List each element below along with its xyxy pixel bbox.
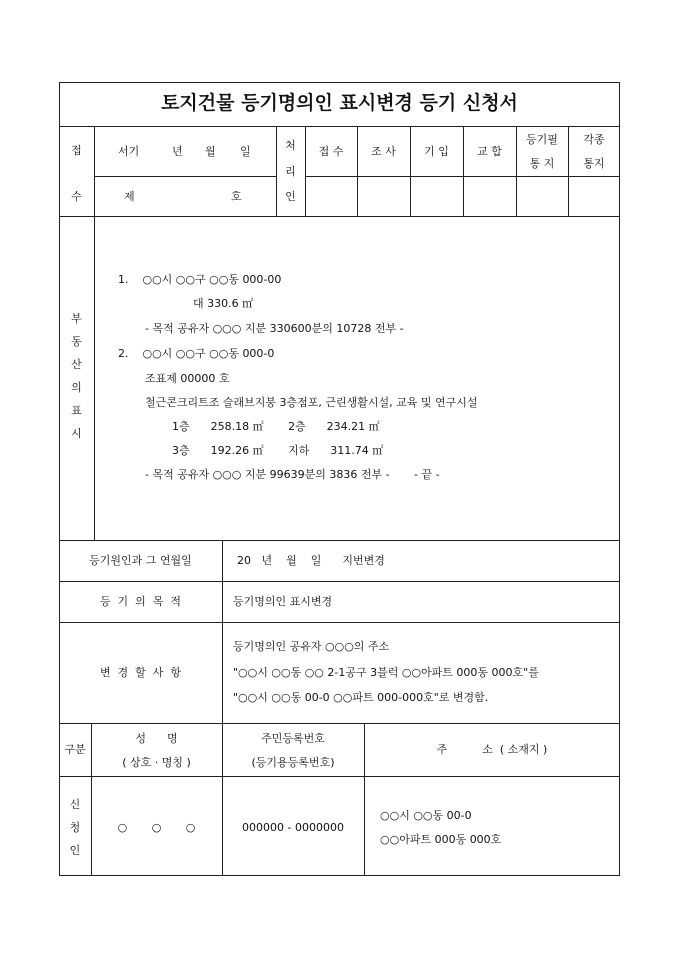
property-label-1: 부 <box>71 312 82 325</box>
changes-line-3: "○○시 ○○동 00-0 ○○파트 000-000호"로 변경함. <box>233 691 489 704</box>
applicant-name-subheader: ( 상호 · 명칭 ) <box>122 756 191 769</box>
rule-title-bottom <box>59 126 620 127</box>
property-line-5: 조표제 00000 호 <box>145 372 230 385</box>
process-label-3: 인 <box>285 190 296 203</box>
rule-col2 <box>410 126 411 216</box>
form-title: 토지건물 등기명의인 표시변경 등기 신청서 <box>161 92 518 114</box>
applicant-name-header: 성 명 <box>135 732 178 745</box>
applicant-address-header: 주 소 ( 소재지 ) <box>436 743 548 756</box>
applicant-id: 000000 - 0000000 <box>242 821 344 834</box>
rule-name-right <box>222 723 223 876</box>
applicant-label-2: 청 <box>69 821 81 834</box>
rule-category <box>91 723 92 876</box>
property-line-1: 1. ○○시 ○○구 ○○동 000-00 <box>118 273 282 286</box>
rule-changes-bottom <box>59 723 620 724</box>
applicant-label-1: 신 <box>69 798 81 811</box>
rule-value-column <box>222 540 223 723</box>
process-label-1: 처 <box>285 139 296 152</box>
rule-purpose-bottom <box>59 622 620 623</box>
property-line-4: 2. ○○시 ○○구 ○○동 000-0 <box>118 347 275 360</box>
applicant-id-subheader: (등기용등록번호) <box>251 756 335 769</box>
applicant-id-header: 주민등록번호 <box>261 732 325 745</box>
property-line-7: 1층 258.18 ㎡ 2층 234.21 ㎡ <box>172 420 380 433</box>
number-prefix: 제 <box>124 190 135 203</box>
purpose-label: 등 기 의 목 적 <box>99 595 182 608</box>
changes-line-2: "○○시 ○○동 ○○ 2-1공구 3블럭 ○○아파트 000동 000호"를 <box>233 666 539 679</box>
col-investigation: 조 사 <box>371 145 396 158</box>
col-notice2-bottom: 통지 <box>583 157 605 170</box>
number-suffix: 호 <box>231 190 242 203</box>
reception-label-bottom: 수 <box>71 190 82 203</box>
property-line-8: 3층 192.26 ㎡ 지하 311.74 ㎡ <box>172 444 384 457</box>
applicant-category-label: 구분 <box>64 743 86 756</box>
rule-col3 <box>463 126 464 216</box>
cause-value: 20 년 월 일 지번변경 <box>237 554 385 567</box>
rule-applicant-header-bottom <box>59 776 620 777</box>
rule-property-label <box>94 216 95 540</box>
rule-reception-label <box>94 126 95 216</box>
property-label-3: 산 <box>71 358 82 371</box>
col-entry: 기 입 <box>424 145 449 158</box>
applicant-address-line-1: ○○시 ○○동 00-0 <box>380 809 472 822</box>
property-label-6: 시 <box>71 427 82 440</box>
changes-label: 변 경 할 사 항 <box>99 666 182 679</box>
rule-reception-bottom <box>59 216 620 217</box>
rule-cause-bottom <box>59 581 620 582</box>
process-label-2: 리 <box>285 165 296 178</box>
applicant-label-3: 인 <box>69 844 81 857</box>
rule-property-bottom <box>59 540 620 541</box>
applicant-name: ○ ○ ○ <box>117 821 196 834</box>
col-notice1-top: 등기필 <box>526 133 558 146</box>
reception-label-top: 접 <box>71 144 82 157</box>
col-reception: 접 수 <box>318 145 344 158</box>
col-verify: 교 합 <box>477 145 502 158</box>
rule-col1 <box>357 126 358 216</box>
property-label-2: 동 <box>71 335 82 348</box>
property-line-9: - 목적 공유자 ○○○ 지분 99639분의 3836 전부 - - 끝 - <box>145 468 440 481</box>
rule-reception-mid <box>94 176 276 177</box>
property-line-6: 철근콘크리트조 슬래브지붕 3층점포, 근린생활시설, 교육 및 연구시설 <box>145 396 478 409</box>
col-notice2-top: 각종 <box>583 133 605 146</box>
cause-label: 등기원인과 그 연월일 <box>89 554 192 567</box>
property-label-5: 표 <box>71 404 82 417</box>
property-line-2: 대 330.6 ㎡ <box>193 297 254 310</box>
date-era: 서기 <box>118 145 140 158</box>
date-day: 일 <box>240 145 251 158</box>
applicant-address-line-2: ○○아파트 000동 000호 <box>380 833 502 846</box>
purpose-value: 등기명의인 표시변경 <box>233 595 333 608</box>
property-line-3: - 목적 공유자 ○○○ 지분 330600분의 10728 전부 - <box>145 322 404 335</box>
rule-process-right <box>305 126 306 216</box>
date-month: 월 <box>205 145 216 158</box>
date-year: 년 <box>172 145 183 158</box>
col-notice1-bottom: 통 지 <box>529 157 555 170</box>
changes-line-1: 등기명의인 공유자 ○○○의 주소 <box>233 640 390 653</box>
property-label-4: 의 <box>71 381 82 394</box>
